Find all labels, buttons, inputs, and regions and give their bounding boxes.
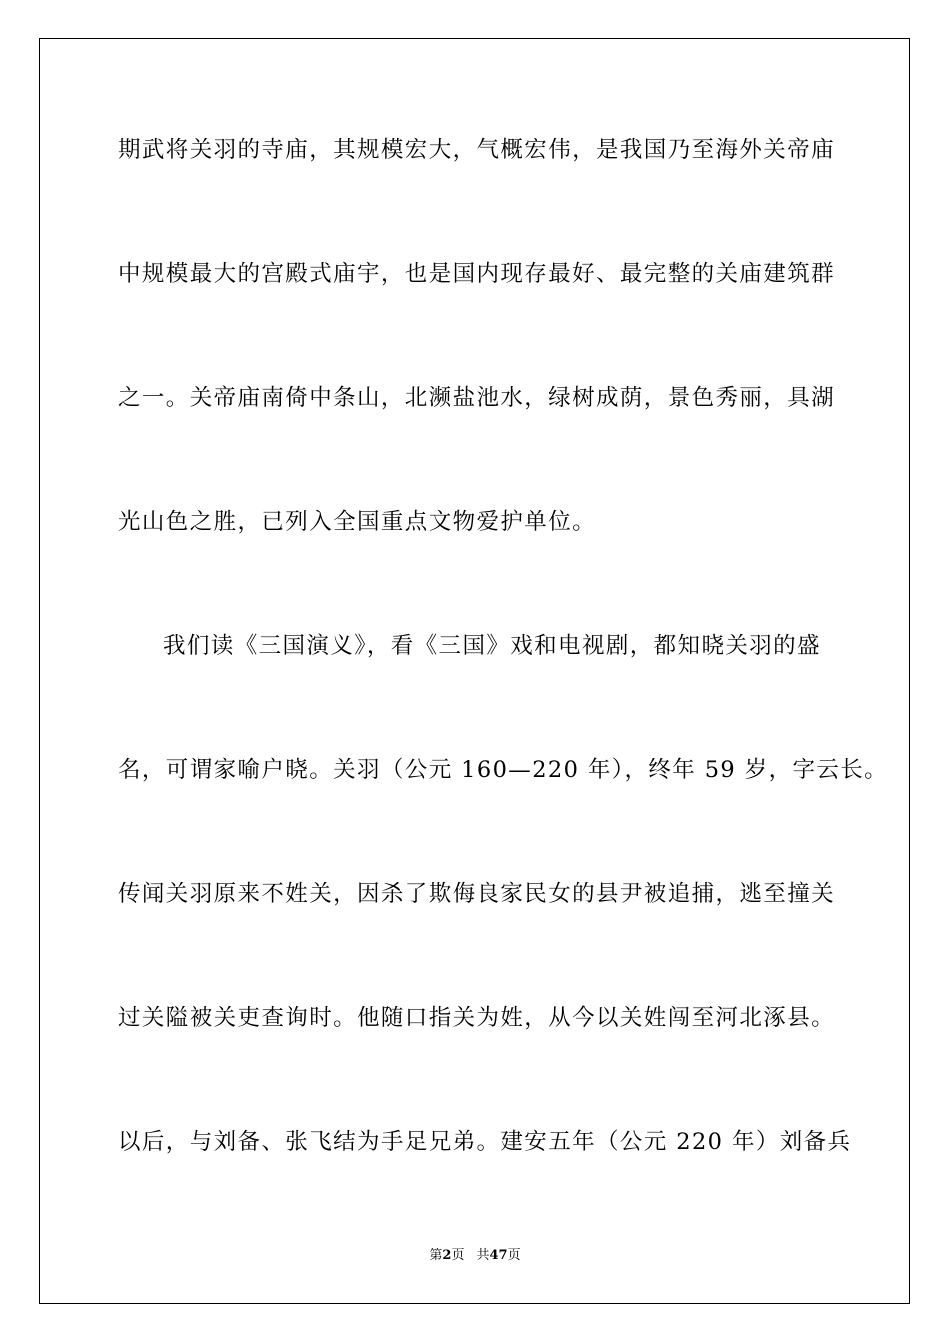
total-prefix: 共 [476, 1248, 490, 1263]
total-pages: 47 [489, 1248, 508, 1263]
text-line: 之一。关帝庙南倚中条山，北濒盐池水，绿树成荫，景色秀丽，具湖 [118, 385, 836, 411]
page-number: 2 [442, 1248, 452, 1263]
page-prefix: 第 [429, 1248, 443, 1263]
text-line: 名，可谓家喻户晓。关羽（公元 160—220 年），终年 59 岁，字云长。 [118, 757, 889, 783]
text-line: 过关隘被关吏查询时。他随口指关为姓，从今以关姓闯至河北涿县。 [118, 1005, 836, 1031]
total-suffix: 页 [507, 1248, 521, 1263]
page-border [39, 38, 910, 1304]
page-suffix: 页 [451, 1248, 465, 1263]
page-footer [0, 1247, 950, 1265]
text-line: 以后，与刘备、张飞结为手足兄弟。建安五年（公元 220 年）刘备兵 [118, 1129, 852, 1155]
text-line: 期武将关羽的寺庙，其规模宏大，气概宏伟，是我国乃至海外关帝庙 [118, 137, 836, 163]
text-line: 中规模最大的宫殿式庙宇，也是国内现存最好、最完整的关庙建筑群 [118, 261, 836, 287]
text-line: 传闻关羽原来不姓关，因杀了欺侮良家民女的县尹被追捕，逃至撞关 [118, 881, 836, 907]
text-line: 光山色之胜，已列入全国重点文物爱护单位。 [118, 509, 597, 535]
paragraph-first-line: 我们读《三国演义》，看《三国》戏和电视剧，都知晓关羽的盛 [163, 633, 821, 659]
